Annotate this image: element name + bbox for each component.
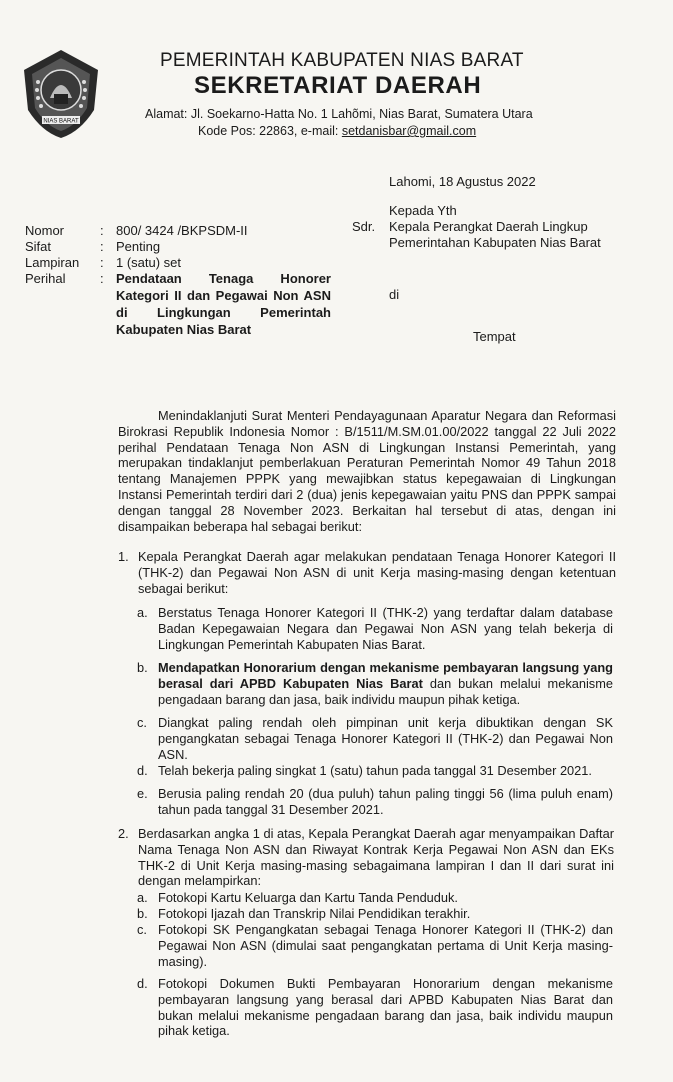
nomor-colon: : (100, 223, 104, 238)
item-1b (137, 660, 613, 707)
item-2a-text: Fotokopi Kartu Keluarga dan Kartu Tanda Penduduk. (158, 890, 458, 905)
item-1-number: 1. (118, 549, 129, 564)
email-link[interactable]: setdanisbar@gmail.com (341, 124, 477, 138)
regency-emblem-icon (20, 48, 102, 140)
item-1-text: Kepala Perangkat Daerah agar melakukan pendataan Tenaga Honorer Kategori II (THK-2) dan Pegawai Non ASN di unit Kerja masing-masing dengan ketentuan sebagai berikut: (138, 549, 616, 596)
perihal-colon: : (100, 271, 104, 286)
sifat-label: Sifat (25, 239, 52, 254)
item-2d-label: d. (137, 976, 148, 991)
list-item-1 (118, 549, 616, 596)
perihal-value: Pendataan Tenaga Honorer Kategori II dan Pegawai Non ASN di Lingkungan Pemerintah Kabupaten Nias Barat (116, 271, 331, 337)
item-2c-text: Fotokopi SK Pengangkatan sebagai Tenaga Honorer Kategori II (THK-2) dan Pegawai Non ASN (dimulai saat pengangkatan pertama di Unit Kerja masing-masing). (158, 922, 613, 969)
lampiran-value: 1 (satu) set (116, 255, 182, 270)
list-item-2 (118, 826, 614, 889)
postal-prefix: Kode Pos: 22863, e-mail: (198, 124, 342, 138)
letterhead-postal (198, 124, 476, 138)
recipient-sdr: Sdr. (352, 219, 376, 234)
place-date: Lahomi, 18 Agustus 2022 (389, 174, 536, 189)
item-2b-text: Fotokopi Ijazah dan Transkrip Nilai Pendidikan terakhir. (158, 906, 471, 921)
nomor-label: Nomor (25, 223, 65, 238)
item-1d (137, 763, 613, 779)
sifat-colon: : (100, 239, 104, 254)
nomor-value: 800/ 3424 /BKPSDM-II (116, 223, 248, 238)
perihal-label: Perihal (25, 271, 66, 286)
item-1b-bold: Mendapatkan Honorarium dengan mekanisme pembayaran langsung yang berasal dari APBD Kabupaten Nias Barat (158, 660, 613, 691)
item-1b-text: dan bukan melalui mekanisme pengadaan barang dan jasa, baik individu maupun pihak ketiga. (158, 675, 613, 707)
letterhead-office: SEKRETARIAT DAERAH (194, 72, 482, 99)
item-1a-text: Berstatus Tenaga Honorer Kategori II (THK-2) yang terdaftar dalam database Badan Kepegawaian Negara dan Pegawai Non ASN yang telah bekerja di Lingkungan Pemerintah Kabupaten Nias Barat. (158, 605, 613, 652)
recipient-line2: Pemerintahan Kabupaten Nias Barat (389, 235, 601, 250)
item-1e (137, 786, 613, 818)
recipient-line1: Kepala Perangkat Daerah Lingkup (389, 219, 588, 234)
intro-paragraph: Menindaklanjuti Surat Menteri Pendayagunaan Aparatur Negara dan Reformasi Birokrasi Republik Indonesia Nomor : B/1511/M.SM.01.00/2022 tanggal 22 Juli 2022 perihal Pendataan Tenaga Non ASN di Lingkungan Instansi Pemerintah, yang merupakan tindaklanjut pemberlakuan Peraturan Pemerintah Nomor 49 Tahun 2018 tentang Manajemen PPPK yang mewajibkan status kepegawaian di Lingkungan Instansi Pemerintah terdiri dari 2 (dua) jenis kepegawaian yaitu PNS dan PPPK sampai dengan tanggal 28 November 2023. Berkaitan hal tersebut di atas, dengan ini disampaikan beberapa hal sebagai berikut: (118, 408, 616, 534)
item-2d-text: Fotokopi Dokumen Bukti Pembayaran Honorarium dengan mekanisme pembayaran langsung yang berasal dari APBD Kabupaten Nias Barat dan bukan melalui mekanisme pengadaan barang dan jasa, baik individu maupun pihak ketiga. (158, 976, 613, 1039)
item-2c-label: c. (137, 922, 147, 937)
letterhead-address: Alamat: Jl. Soekarno-Hatta No. 1 Lahõmi, Nias Barat, Sumatera Utara (145, 107, 533, 121)
lampiran-label: Lampiran (25, 255, 80, 270)
svg-text:NIAS BARAT: NIAS BARAT (43, 118, 79, 125)
item-1c (137, 715, 613, 762)
item-1c-label: c. (137, 715, 147, 730)
item-1e-label: e. (137, 786, 148, 801)
recipient-di: di (389, 287, 400, 302)
item-2a-label: a. (137, 890, 148, 905)
item-1b-label: b. (137, 660, 148, 675)
item-1d-text: Telah bekerja paling singkat 1 (satu) tahun pada tanggal 31 Desember 2021. (158, 763, 592, 778)
item-2-number: 2. (118, 826, 129, 841)
sifat-value: Penting (116, 239, 161, 254)
item-1e-text: Berusia paling rendah 20 (dua puluh) tahun paling tinggi 56 (lima puluh enam) tahun pada tanggal 31 Desember 2021. (158, 786, 613, 817)
lampiran-colon: : (100, 255, 104, 270)
recipient-kepada: Kepada Yth (389, 203, 457, 218)
item-1c-text: Diangkat paling rendah oleh pimpinan unit kerja dibuktikan dengan SK pengangkatan sebagai Tenaga Honorer Kategori II (THK-2) dan Pegawai Non ASN. (158, 715, 613, 762)
item-1a (137, 605, 613, 652)
item-2c (137, 922, 613, 969)
letterhead-government: PEMERINTAH KABUPATEN NIAS BARAT (160, 50, 524, 71)
item-2b (137, 906, 613, 922)
recipient-tempat: Tempat (473, 329, 516, 344)
item-1d-label: d. (137, 763, 148, 778)
item-2a (137, 890, 613, 906)
item-1a-label: a. (137, 605, 148, 620)
item-2-text: Berdasarkan angka 1 di atas, Kepala Perangkat Daerah agar menyampaikan Daftar Nama Tenaga Non ASN dan Riwayat Kontrak Kerja Pegawai Non ASN dan EKs THK-2 di Unit Kerja masing-masing sebagaimana lampiran I dan II dari surat ini dengan melampirkan: (138, 826, 614, 889)
item-2b-label: b. (137, 906, 148, 921)
item-2d (137, 976, 613, 1039)
